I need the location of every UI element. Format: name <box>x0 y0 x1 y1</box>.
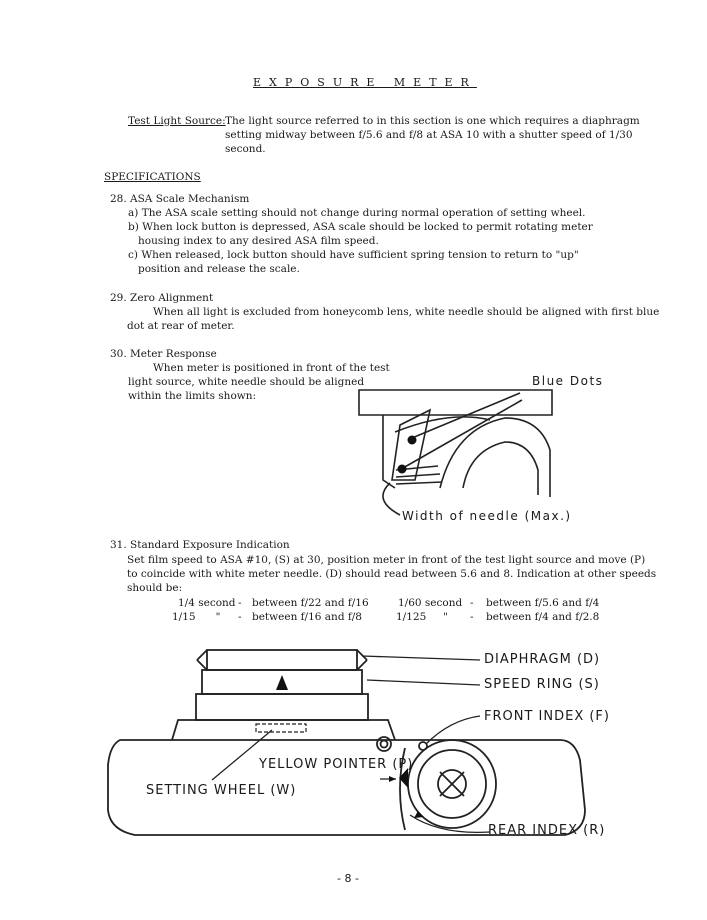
label-front-index: FRONT INDEX (F) <box>484 709 610 724</box>
label-setting-wheel: SETTING WHEEL (W) <box>146 783 297 798</box>
table-cell: between f/4 and f/2.8 <box>486 611 600 623</box>
item29-heading: 29. Zero Alignment <box>110 292 214 304</box>
item28-line: c) When released, lock button should have sufficient spring tension to return to "up" <box>128 249 579 261</box>
item30-line: light source, white needle should be aligned <box>128 376 365 388</box>
item29-line: dot at rear of meter. <box>127 320 235 332</box>
lens-mount <box>196 694 368 720</box>
table-cell: between f/22 and f/16 <box>252 597 369 609</box>
item31-line: to coincide with white meter needle. (D) should read between 5.6 and 8. Indication at other speeds <box>127 568 657 580</box>
item31-line: Set film speed to ASA #10, (S) at 30, position meter in front of the test light source and move (P) <box>127 554 646 566</box>
label-rear-index: REAR INDEX (R) <box>488 823 606 838</box>
item29-line: When all light is excluded from honeycomb lens, white needle should be aligned with first blue <box>153 306 660 318</box>
test-light-line: The light source referred to in this section is one which requires a diaphragm <box>225 115 640 127</box>
item30-line: When meter is positioned in front of the test <box>153 362 390 374</box>
label-needle-width: Width of needle (Max.) <box>402 509 572 523</box>
table-cell: - <box>470 597 474 609</box>
table-cell: 1/15 " <box>172 611 221 623</box>
test-light-line: second. <box>225 143 266 155</box>
label-blue-dots: Blue Dots <box>532 374 604 388</box>
page-title: EXPOSURE METER <box>253 76 477 89</box>
table-cell: between f/16 and f/8 <box>252 611 362 623</box>
table-cell: 1/125 " <box>396 611 448 623</box>
table-cell: 1/60 second <box>398 597 463 609</box>
table-cell: - <box>238 611 242 623</box>
table-cell: - <box>470 611 474 623</box>
speed-index-triangle <box>276 675 288 690</box>
item28-line: a) The ASA scale setting should not change during normal operation of setting wheel. <box>128 207 586 219</box>
item28-heading: 28. ASA Scale Mechanism <box>110 193 250 205</box>
page-number: - 8 - <box>337 872 359 885</box>
label-yellow-pointer: YELLOW POINTER (P) <box>259 757 414 772</box>
rear-index-mark <box>414 811 424 818</box>
table-cell: - <box>238 597 242 609</box>
label-speed-ring: SPEED RING (S) <box>484 677 600 692</box>
item28-line: b) When lock button is depressed, ASA scale should be locked to permit rotating meter <box>128 221 593 233</box>
item31-heading: 31. Standard Exposure Indication <box>110 539 290 551</box>
top-plate <box>172 720 395 740</box>
item28-line: position and release the scale. <box>138 263 300 275</box>
table-cell: between f/5.6 and f/4 <box>486 597 600 609</box>
diaphragm-ring <box>207 650 357 670</box>
label-diaphragm: DIAPHRAGM (D) <box>484 652 601 667</box>
item31-line: should be: <box>127 582 183 594</box>
item28-line: housing index to any desired ASA film speed. <box>138 235 379 247</box>
specifications-heading: SPECIFICATIONS <box>104 171 201 183</box>
item30-line: within the limits shown: <box>128 390 257 402</box>
table-cell: 1/4 second <box>178 597 236 609</box>
item30-heading: 30. Meter Response <box>110 348 217 360</box>
test-light-label: Test Light Source: <box>128 115 226 127</box>
test-light-line: setting midway between f/5.6 and f/8 at ASA 10 with a shutter speed of 1/30 <box>225 129 633 141</box>
